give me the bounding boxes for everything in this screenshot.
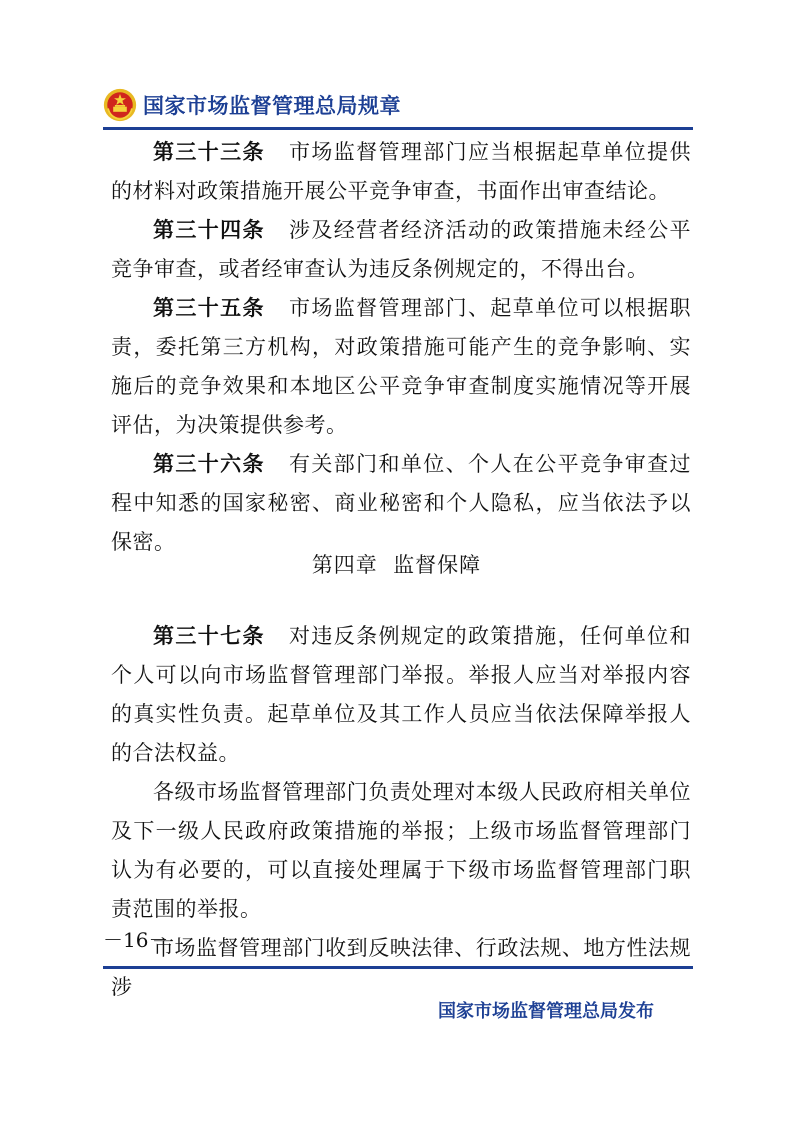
national-emblem-icon xyxy=(103,88,137,122)
article-37 xyxy=(111,617,691,773)
paragraph: 市场监督管理部门收到反映法律、行政法规、地方性法规涉 xyxy=(111,936,691,999)
article-33 xyxy=(111,133,691,211)
article-text: 涉及经营者经济活动的政策措施未经公平竞争审查，或者经审查认为违反条例规定的，不得出台。 xyxy=(111,218,692,281)
article-text: 市场监督管理部门、起草单位可以根据职责，委托第三方机构，对政策措施可能产生的竞争影响、实施后的竞争效果和本地区公平竞争审查制度实施情况等开展评估，为决策提供参考。 xyxy=(111,296,692,437)
article-text: 有关部门和单位、个人在公平竞争审查过程中知悉的国家秘密、商业秘密和个人隐私，应当依法予以保密。 xyxy=(111,452,692,554)
page-header xyxy=(103,86,401,124)
article-number: 第三十七条 xyxy=(153,624,265,648)
article-text: 市场监督管理部门应当根据起草单位提供的材料对政策措施开展公平竞争审查，书面作出审查结论。 xyxy=(111,140,692,203)
page-number: －16－ xyxy=(103,928,169,952)
article-36 xyxy=(111,445,691,562)
articles-section xyxy=(111,133,691,562)
article-34 xyxy=(111,211,691,289)
article-number: 第三十三条 xyxy=(153,140,265,164)
chapter-title: 第四章 监督保障 xyxy=(311,553,482,577)
paragraph: 各级市场监督管理部门负责处理对本级人民政府相关单位及下一级人民政府政策措施的举报；上级市场监督管理部门认为有必要的，可以直接处理属于下级市场监督管理部门职责范围的举报。 xyxy=(111,780,691,921)
chapter-articles-section xyxy=(111,617,691,1007)
footer-divider xyxy=(103,966,693,969)
header-title: 国家市场监督管理总局规章 xyxy=(143,94,401,118)
article-text: 对违反条例规定的政策措施，任何单位和个人可以向市场监督管理部门举报。举报人应当对举报内容的真实性负责。起草单位及其工作人员应当依法保障举报人的合法权益。 xyxy=(111,624,692,765)
article-number: 第三十四条 xyxy=(153,218,265,242)
article-35 xyxy=(111,289,691,445)
article-number: 第三十六条 xyxy=(153,452,265,476)
header-divider xyxy=(103,127,693,130)
article-number: 第三十五条 xyxy=(153,296,265,320)
footer-publisher: 国家市场监督管理总局发布 xyxy=(438,1001,654,1022)
